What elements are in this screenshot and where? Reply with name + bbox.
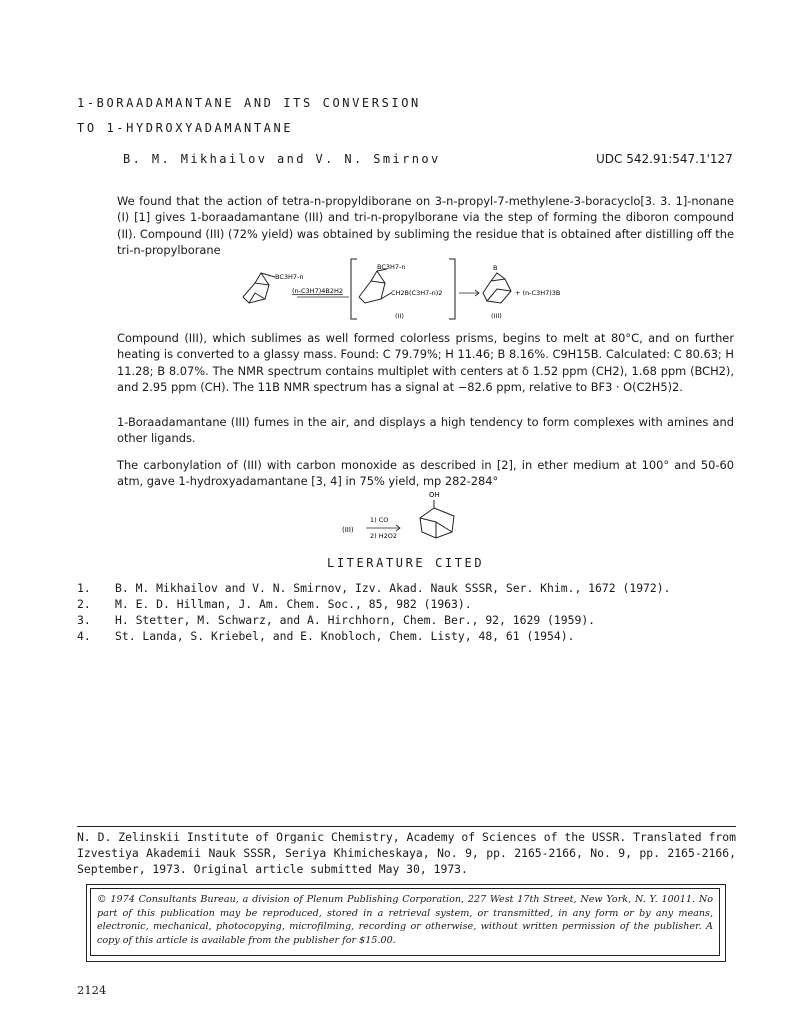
reference-number: 2. xyxy=(77,597,91,611)
reference-number: 4. xyxy=(77,629,91,643)
compound-II-label: (II) xyxy=(395,312,404,320)
reference-text: B. M. Mikhailov and V. N. Smirnov, Izv. Akad. Nauk SSSR, Ser. Khim., 1672 (1972). xyxy=(115,581,671,595)
paragraph-1-text: We found that the action of tetra-n-propyldiborane on 3-n-propyl-7-methylene-3-boracyclo[3. 3. 1]-nonane (I) [1] gives 1-boraadamantane (III) and tri-n-propylborane via the step of forming the diboron compound (II). Compound (III) (72% yield) was obtained by subliming the residue that is obtained after distilling off the tri-n-propylborane xyxy=(117,194,734,257)
paragraph-1 xyxy=(77,193,734,258)
paragraph-4 xyxy=(77,457,734,490)
boron-atom-label: B xyxy=(493,264,498,272)
reaction-scheme-2 xyxy=(340,488,470,548)
scheme2-step1: 1) CO xyxy=(370,516,389,524)
compound-II-top-label: BC3H7-n xyxy=(377,263,406,271)
reagent-label: (n-C3H7)4B2H2 xyxy=(292,287,343,295)
paragraph-3-text: 1-Boraadamantane (III) fumes in the air, and displays a high tendency to form complexes with amines and other ligands. xyxy=(117,415,734,446)
literature-cited-heading: LITERATURE CITED xyxy=(327,556,485,570)
paragraph-2-text: Compound (III), which sublimes as well formed colorless prisms, begins to melt at 80°C, and on further heating is converted to a glassy mass. Found: C 79.79%; H 11.46; B 8.16%. C9H15B. Calculated: C 80.63; H 11.28; B 8.07%. The NMR spectrum contains multiplet with centers at δ 1.52 ppm (CH2), 1.68 ppm (BCH2), and 2.95 ppm (CH). The 11B NMR spectrum has a signal at −82.6 ppm, relative to BF3 · O(C2H5)2. xyxy=(117,331,734,394)
copyright-notice: © 1974 Consultants Bureau, a division of Plenum Publishing Corporation, 227 West 17th Street, New York, N. Y. 10011. No part of this publication may be reproduced, stored in a retrieval system, or transmitted, in any form or by any means, electronic, mechanical, photocopying, microfilming, recording or otherwise, without written permission of the publisher. A copy of this article is available from the publisher for $15.00. xyxy=(90,888,720,956)
reference-item xyxy=(77,612,757,628)
udc-code: UDC 542.91:547.1'127 xyxy=(596,152,733,166)
paragraph-4-text: The carbonylation of (III) with carbon monoxide as described in [2], in ether medium at 100° and 50-60 atm, gave 1-hydroxyadamantane [3, 4] in 75% yield, mp 282-284° xyxy=(117,458,734,489)
page-number: 2124 xyxy=(77,983,107,997)
reference-number: 1. xyxy=(77,581,91,595)
byproduct-label: + (n-C3H7)3B xyxy=(515,289,561,297)
paragraph-2 xyxy=(77,330,734,395)
hydroxyadamantane-structure xyxy=(420,500,454,538)
reference-number: 3. xyxy=(77,613,91,627)
paragraph-3 xyxy=(77,414,734,447)
compound-I-label: BC3H7-n xyxy=(275,273,304,281)
affiliation-note: N. D. Zelinskii Institute of Organic Chemistry, Academy of Sciences of the USSR. Translated from Izvestiya Akademii Nauk SSSR, Seriya Khimicheskaya, No. 9, pp. 2165-2166, No. 9, pp. 2165-2166, September, 1973. Original article submitted May 30, 1973. xyxy=(77,830,736,876)
scheme2-start-label: (III) xyxy=(342,526,354,534)
paper-title-line-1: 1-BORAADAMANTANE AND ITS CONVERSION xyxy=(77,96,421,110)
hydroxyl-group-label: OH xyxy=(429,491,440,499)
compound-III-structure xyxy=(483,273,511,303)
scheme2-step2: 2) H2O2 xyxy=(370,532,398,540)
authors: B. M. Mikhailov and V. N. Smirnov xyxy=(123,152,441,166)
compound-III-label: (III) xyxy=(491,312,502,320)
bracket-right xyxy=(449,259,455,319)
bracket-left xyxy=(351,259,357,319)
reference-text: H. Stetter, M. Schwarz, and A. Hirchhorn, Chem. Ber., 92, 1629 (1959). xyxy=(115,613,596,627)
compound-II-structure xyxy=(359,269,391,303)
reference-item xyxy=(77,596,757,612)
reference-text: M. E. D. Hillman, J. Am. Chem. Soc., 85, 982 (1963). xyxy=(115,597,472,611)
reference-list xyxy=(77,580,757,644)
compound-I-structure xyxy=(243,273,275,303)
reference-item xyxy=(77,628,757,644)
paper-title-line-2: TO 1-HYDROXYADAMANTANE xyxy=(77,121,294,135)
compound-II-side-label: CH2B(C3H7-n)2 xyxy=(391,289,443,297)
reaction-scheme-1 xyxy=(235,255,575,323)
reference-item xyxy=(77,580,757,596)
reference-text: St. Landa, S. Kriebel, and E. Knobloch, Chem. Listy, 48, 61 (1954). xyxy=(115,629,575,643)
footer-divider xyxy=(77,826,736,827)
